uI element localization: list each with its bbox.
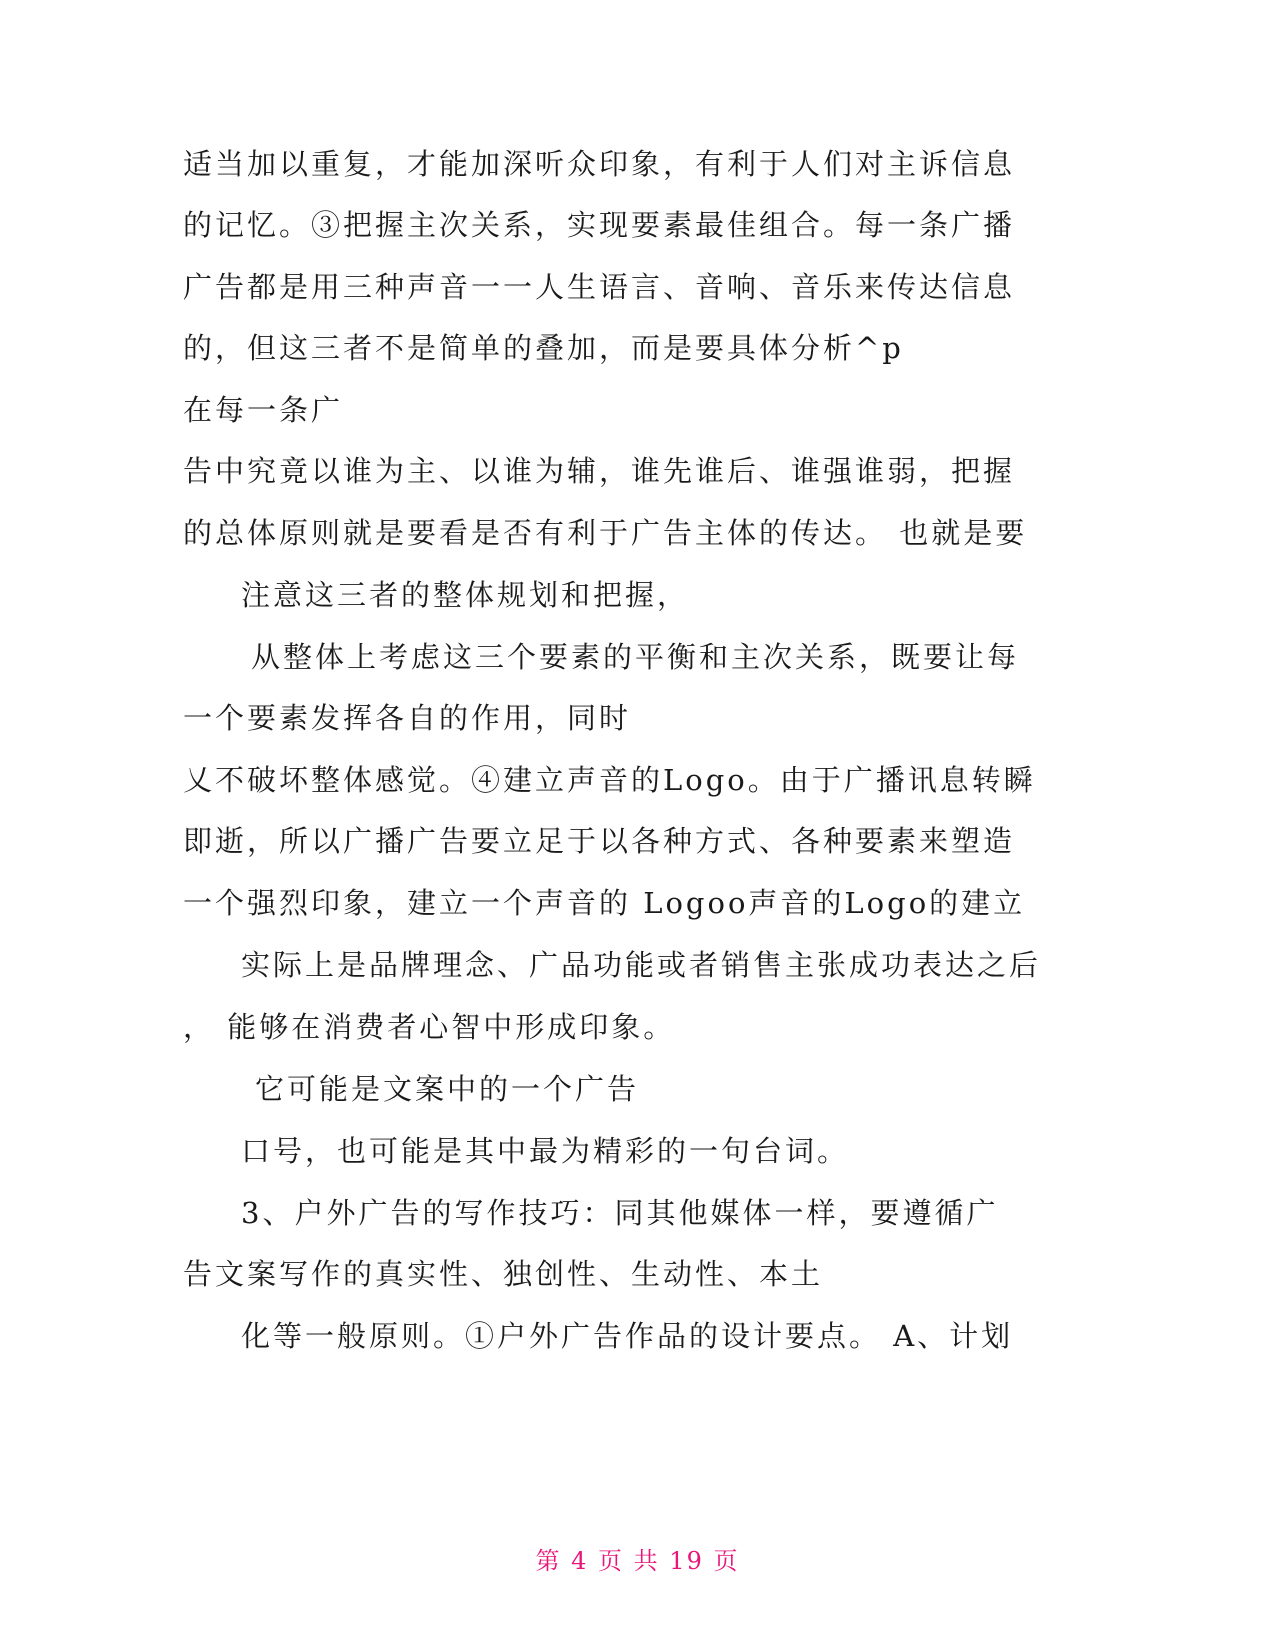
text-line: 它可能是文案中的一个广告 — [255, 1072, 640, 1106]
text-line: 从整体上考虑这三个要素的平衡和主次关系，既要让每 — [251, 640, 1020, 674]
text-line: 即逝，所以广播广告要立足于以各种方式、各种要素来塑造 — [183, 824, 1016, 858]
text-line: 适当加以重复，才能加深听众印象，有利于人们对主诉信息 — [183, 147, 1016, 181]
text-line: 乂不破坏整体感觉。④建立声音的Logo。由于广播讯息转瞬 — [183, 763, 1036, 797]
text-line: 广告都是用三种声音一一人生语言、音响、音乐来传达信息 — [183, 270, 1016, 304]
text-line: ， 能够在消费者心智中形成印象。 — [183, 1010, 676, 1044]
text-line: 3、户外广告的写作技巧：同其他媒体一样，要遵循广 — [241, 1196, 999, 1230]
text-line: 口号，也可能是其中最为精彩的一句台词。 — [241, 1134, 850, 1168]
text-line: 在每一条广 — [183, 393, 344, 427]
page-number-footer: 第 4 页 共 19 页 — [535, 1547, 740, 1575]
text-line: 的记忆。③把握主次关系，实现要素最佳组合。每一条广播 — [183, 208, 1016, 242]
text-line: 一个要素发挥各自的作用，同时 — [183, 701, 632, 735]
text-line: 化等一般原则。①户外广告作品的设计要点。 A、计划 — [241, 1319, 1014, 1353]
text-line: 告中究竟以谁为主、以谁为辅，谁先谁后、谁强谁弱，把握 — [183, 454, 1016, 488]
text-line: 注意这三者的整体规划和把握， — [241, 578, 690, 612]
text-line: 实际上是品牌理念、广品功能或者销售主张成功表达之后 — [241, 948, 1042, 982]
text-line: 的，但这三者不是简单的叠加，而是要具体分析^p — [183, 331, 904, 365]
text-line: 的总体原则就是要看是否有利于广告主体的传达。 也就是要 — [183, 516, 1028, 550]
text-line: 一个强烈印象，建立一个声音的 Logoo声音的Logo的建立 — [183, 886, 1026, 920]
text-line: 告文案写作的真实性、独创性、生动性、本土 — [183, 1257, 824, 1291]
